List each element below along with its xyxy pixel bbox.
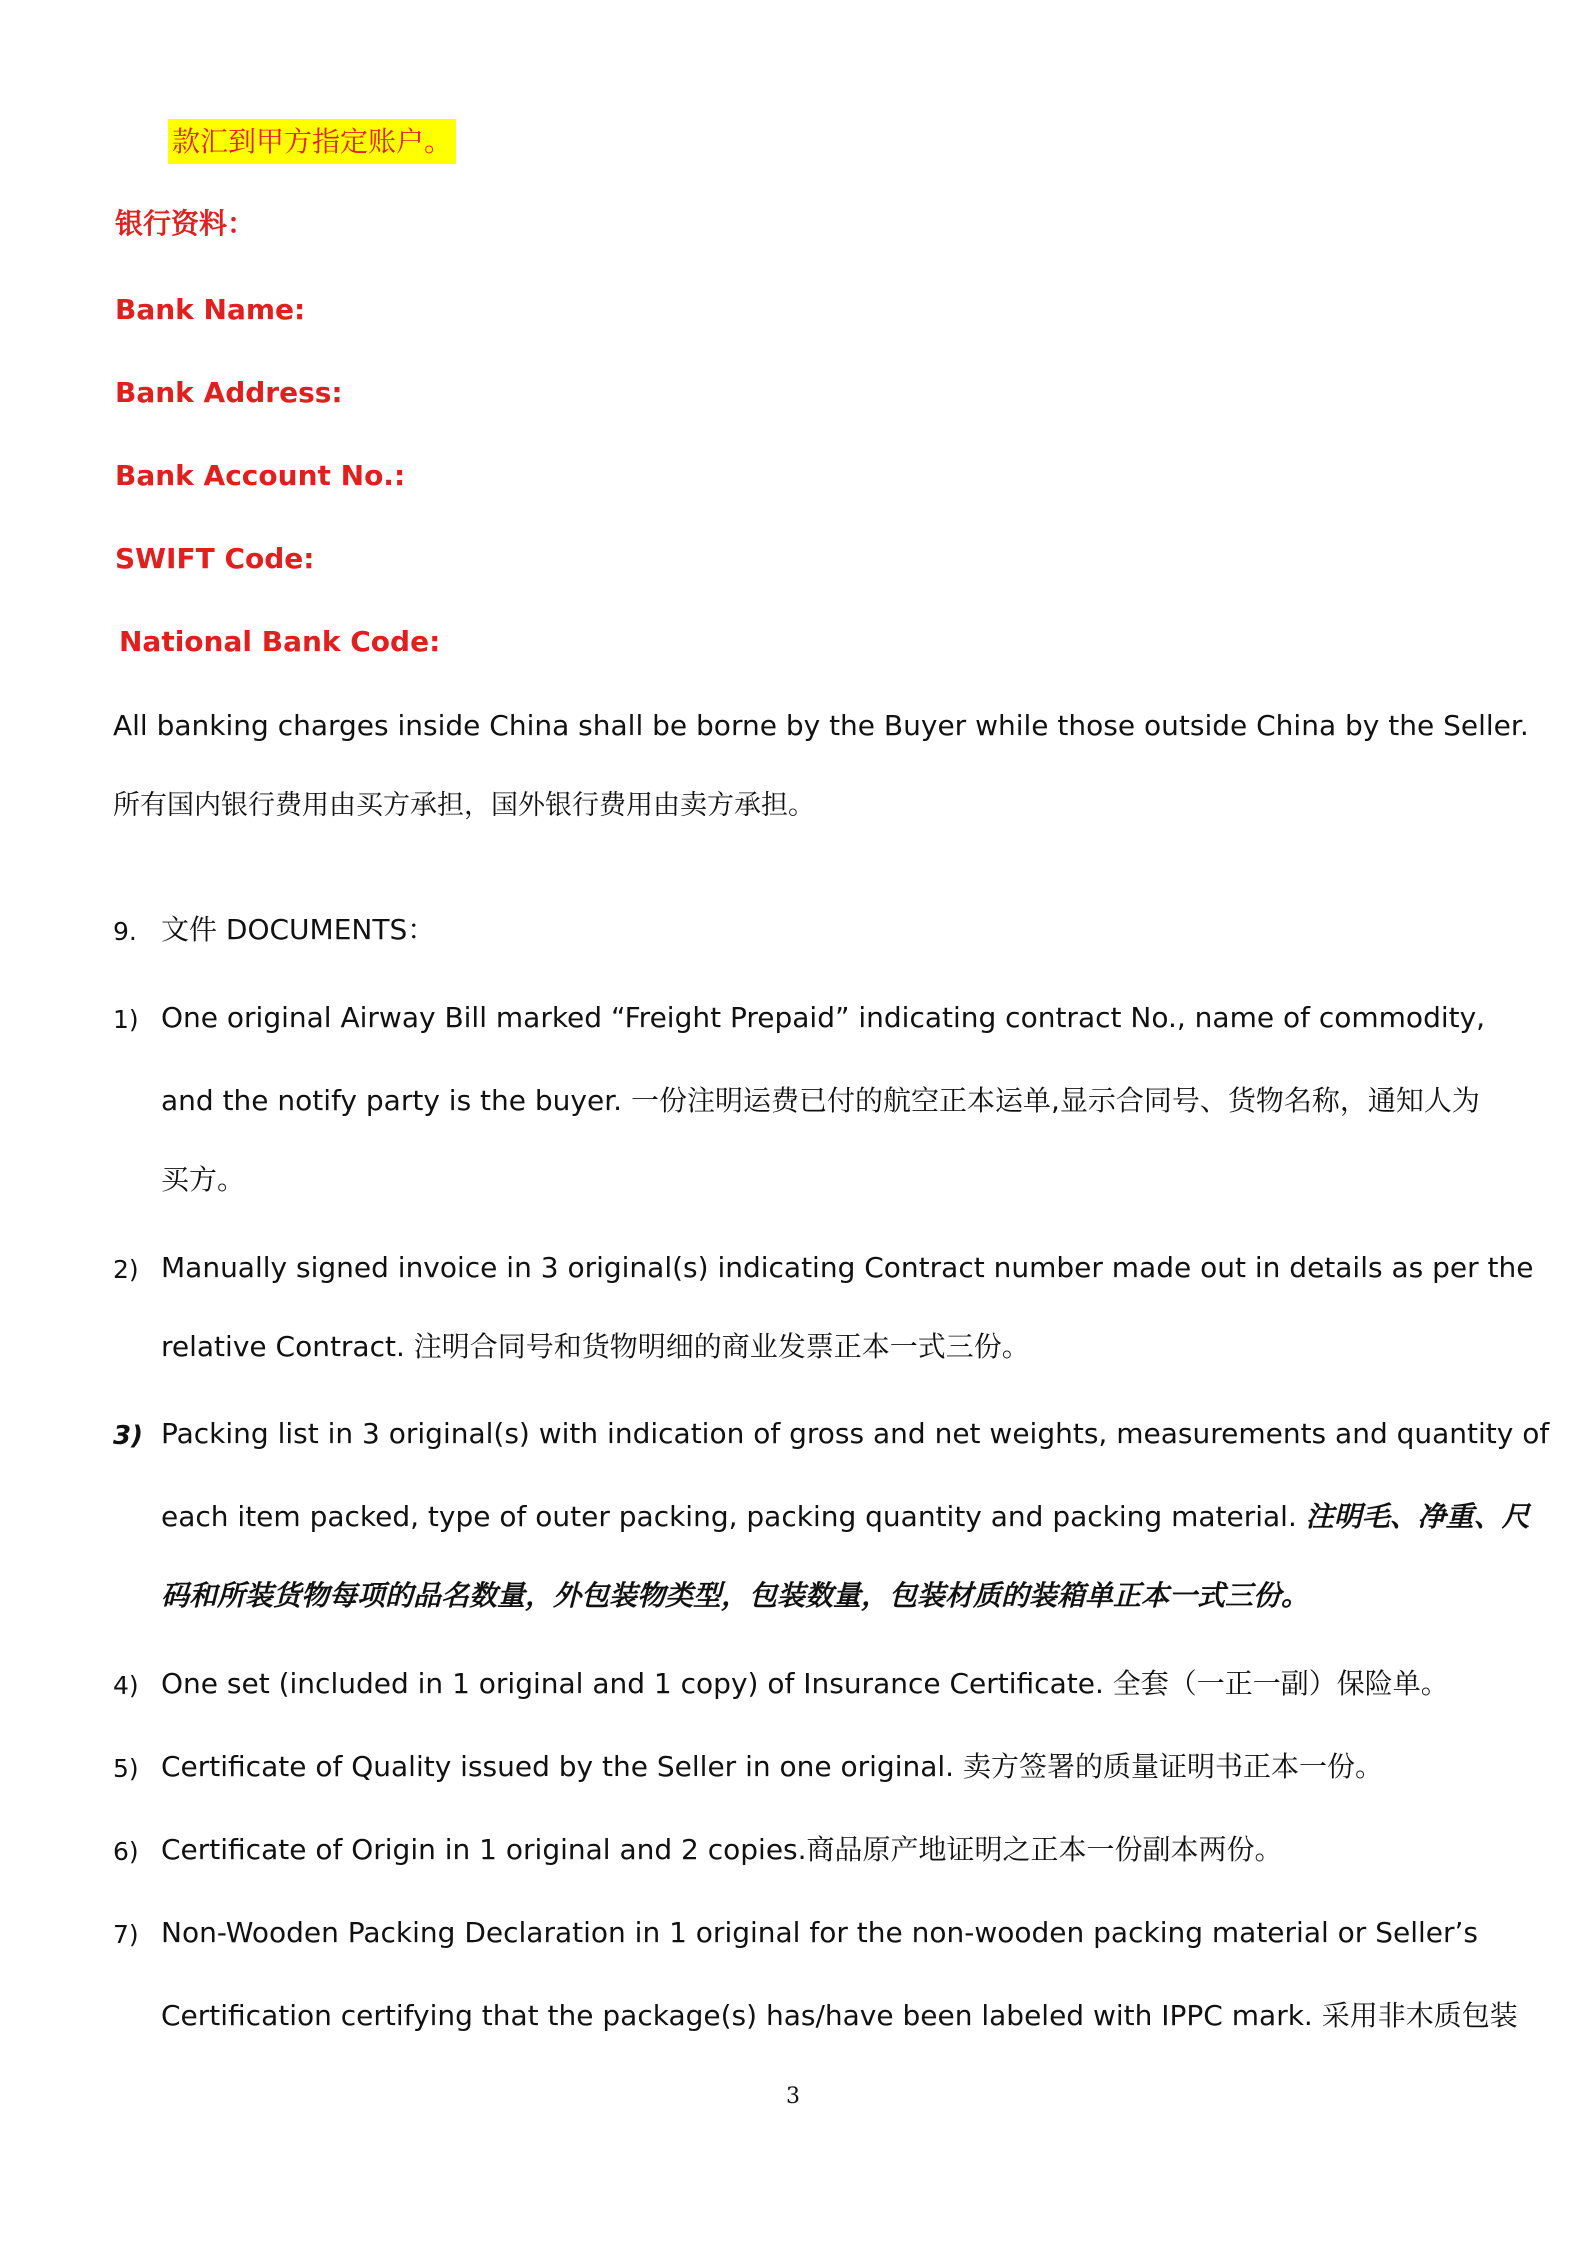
bank-address-label: Bank Address: <box>115 376 343 409</box>
item-3-line-2 <box>161 1497 1530 1537</box>
section-title: 文件 DOCUMENTS： <box>161 913 436 946</box>
section-number: 9. <box>113 917 137 946</box>
national-bank-code-label: National Bank Code: <box>119 625 441 658</box>
item-number: 2) <box>113 1255 139 1284</box>
bank-info-title: 银行资料： <box>115 207 256 240</box>
item-number: 3) <box>113 1421 143 1451</box>
item-3-line-3: 码和所装货物每项的品名数量，外包装物类型，包装数量，包装材质的装箱单正本一式三份。 <box>161 1579 1310 1612</box>
item-5-line-1: Certificate of Quality issued by the Seller in one original. 卖方签署的质量证明书正本一份。 <box>161 1750 1383 1783</box>
item-1-line-2: and the notify party is the buyer. 一份注明运费已付的航空正本运单,显示合同号、货物名称，通知人为 <box>161 1084 1480 1117</box>
bank-name-label: Bank Name: <box>115 293 306 326</box>
item-7-line-1: Non-Wooden Packing Declaration in 1 original for the non-wooden packing material or Seller’s <box>161 1916 1478 1949</box>
item-2-line-2: relative Contract. 注明合同号和货物明细的商业发票正本一式三份。 <box>161 1330 1030 1363</box>
item-7-line-2: Certification certifying that the package(s) has/have been labeled with IPPC mark. 采用非木质包装 <box>161 1999 1518 2032</box>
item-number: 7) <box>113 1920 139 1949</box>
charges-english: All banking charges inside China shall be borne by the Buyer while those outside China by the Seller. <box>113 709 1529 742</box>
bank-account-label: Bank Account No.: <box>115 459 406 492</box>
item-3-line-2-english: each item packed, type of outer packing, packing quantity and packing material. <box>161 1500 1306 1533</box>
item-number: 1) <box>113 1005 139 1034</box>
item-number: 6) <box>113 1837 139 1866</box>
charges-chinese: 所有国内银行费用由买方承担，国外银行费用由卖方承担。 <box>113 790 815 821</box>
highlight-text: 款汇到甲方指定账户。 <box>168 119 456 164</box>
item-1-line-3: 买方。 <box>161 1163 246 1196</box>
item-3-line-1: Packing list in 3 original(s) with indication of gross and net weights, measurements and quantity of <box>161 1417 1550 1450</box>
item-number: 5) <box>113 1754 139 1783</box>
item-number: 4) <box>113 1671 139 1700</box>
swift-code-label: SWIFT Code: <box>115 542 315 575</box>
page-number: 3 <box>786 2084 800 2109</box>
item-1-line-1: One original Airway Bill marked “Freight Prepaid” indicating contract No., name of commodity, <box>161 1001 1486 1034</box>
item-3-line-2-chinese: 注明毛、净重、尺 <box>1305 1500 1530 1533</box>
highlighted-note <box>168 122 456 162</box>
item-6-line-1: Certificate of Origin in 1 original and 2 copies.商品原产地证明之正本一份副本两份。 <box>161 1833 1283 1866</box>
item-4-line-1: One set (included in 1 original and 1 copy) of Insurance Certificate. 全套（一正一副）保险单。 <box>161 1667 1449 1700</box>
item-2-line-1: Manually signed invoice in 3 original(s) indicating Contract number made out in details as per the <box>161 1251 1534 1284</box>
